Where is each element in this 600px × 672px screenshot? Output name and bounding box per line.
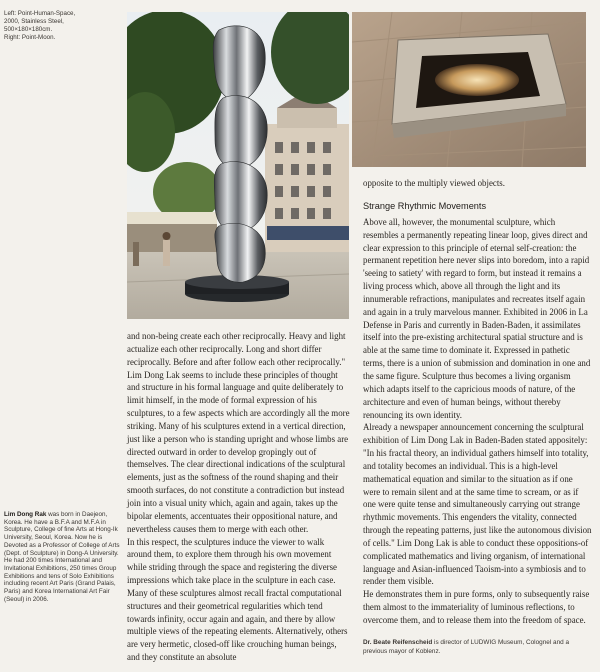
author-note-text: is director of LUDWIG Museum, Colognel and a previous mayor of Koblenz. <box>363 639 570 655</box>
caption-line: 2000, Stainless Steel, <box>4 18 64 25</box>
paragraph: Above all, however, the monumental sculpture, which resembles a permanently repeating linear loop, gives direct and clear expression to this principle of eternal self-creation: the permanent repetition here never slips into boredom, into a rapid 'seeing to satiety' with regard to form, but instead it remains a living process which, above all through the light and its innumerable refractions, manipulates and recreates itself again and again in a truly marvelous manner. Exhibited in 2006 in La Defense in Paris and currently in Baden-Baden, it assimilates itself into the pre-existing architectural spatial structure and is able at the same time to dominate it. Expressed in pathetic terms, there is a union of submission and domination in one and the same figure. Sculpture thus becomes a living organism which adapts itself to the capricious moods of nature, of the architecture and even of human beings, without thereby renouncing its own identity. <box>363 216 591 420</box>
image-caption <box>4 10 122 42</box>
caption-line: Left: Point-Human-Space, <box>4 10 76 17</box>
artist-bio-text: was born in Daejeon, Korea. He have a B.F.A and M.F.A in Sculpture, College of fine Arts at Hong-Ik University, Seoul, Korea. Now he is Devoted as a Professor of College of Arts (Dept. of Sculpture) in Dong-A University. He had 200 times International and Invitational Exhibitions, 250 times Group Exhibitions and tens of Solo Exhibitions including recent Art Paris (Grand Palais, Paris) and Korea International Art Fair (Seoul) in 2006. <box>4 511 120 603</box>
artist-name: Lim Dong Rak <box>4 511 47 518</box>
paragraph: He demonstrates them in pure forms, only to subsequently raise them almost to the immateriality of luminous reflections, to overcome them, and to release them into the freedom of space. <box>363 589 590 625</box>
paragraph: Lim Dong Lak seems to include these principles of thought and structure in his formal language and quite deliberately to limit himself, in the mode of formal expression of his sculptures, to a few aspects which are accordingly all the more striking. Many of his sculptures extend in a vertical direction, just like a person who is standing upright and whose limbs are directed outward in order to develop gropingly out of themselves. The clear directional indications of the sculptural elements, just as the softness of the round shaping and their smooth surfaces, do not constitute a contradiction but instead join into a visual unity which, again and again, takes up the bipolar elements, accentuates their oppositional nature, and nevertheless causes them to merge with each other. <box>127 369 350 534</box>
paragraph: opposite to the multiply viewed objects. <box>363 178 505 188</box>
well-photo <box>352 12 586 167</box>
artist-bio <box>4 511 122 603</box>
sidebar <box>0 0 124 672</box>
author-note <box>363 639 592 656</box>
paragraph: Already a newspaper announcement concerning the sculptural exhibition of Lim Dong Lak in Baden-Baden stated appositely: "In his fractal theory, an individual gathers himself into totality, and totality becomes an individual. This is a high-level mathematical equation and similar to the situation as if one were to remain silent and at the same time to scream, or as if one were quite tense and simultaneously carrying out strange rhythmic movements. This engenders the vitality, connected through the repeating patterns, just like the autonomous division of cells." Lim Dong Lak is able to conduct these oppositions-of complicated mathematics and living organism, of international language and Asian-influenced Taoism-into a symbiosis and to render them visible. <box>363 422 592 587</box>
text-column-right <box>363 177 592 627</box>
section-heading: Strange Rhythmic Movements <box>363 200 487 211</box>
paragraph: and non-being create each other reciprocally. Heavy and light actualize each other reciprocally. Long and short differ reciprocally. Before and after follow each other reciprocally." <box>127 331 346 367</box>
paragraph: In this respect, the sculptures induce the viewer to walk around them, to explore them through his own movement while striding through the space and registering the diverse impressions which take place in the sculpture in each case. Many of these sculptures almost recall fractal computational structures and their geometrical regularities which tend towards infinity, occur again and again, and there by allow multiple views of the repeating elements. Alternatively, others are very hermetic, closed-off like crouching human beings, and they constitute an absolute <box>127 536 348 663</box>
author-name: Dr. Beate Reifenscheid <box>363 639 433 646</box>
sculpture-photo <box>127 12 349 319</box>
text-column-left <box>127 330 351 664</box>
caption-line: Right: Point-Moon. <box>4 34 56 41</box>
caption-line: 500×180×180cm. <box>4 26 53 33</box>
